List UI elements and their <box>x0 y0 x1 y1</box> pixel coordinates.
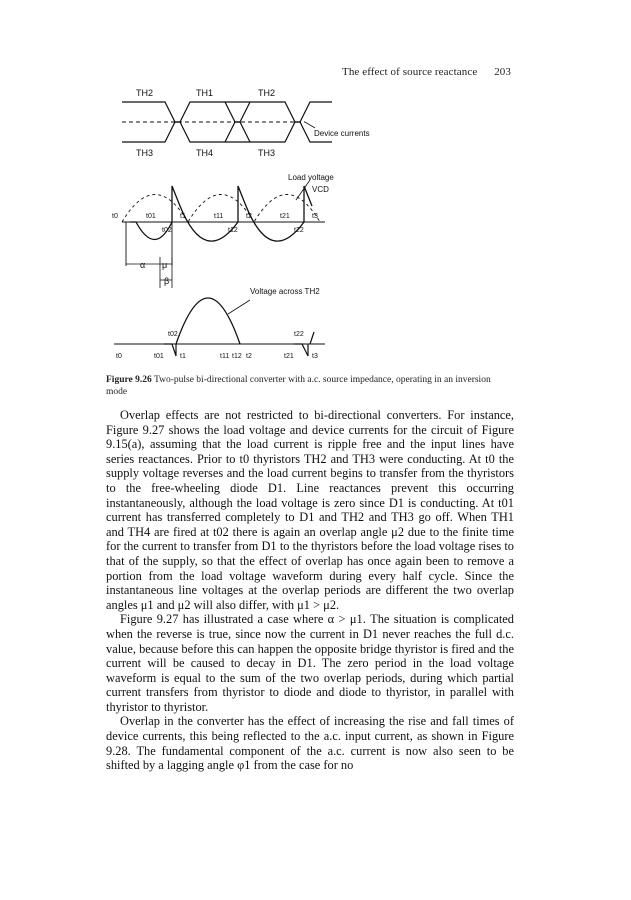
figure-caption <box>106 374 514 398</box>
bottom-time-t22: t22 <box>294 331 304 338</box>
time-label-t22: t22 <box>294 227 304 234</box>
device-label-top-3: TH2 <box>258 88 276 98</box>
device-label-bottom-3: TH3 <box>258 148 276 158</box>
angle-label-alpha: α <box>140 260 146 270</box>
device-label-bottom-1: TH3 <box>136 148 154 158</box>
device-label-bottom-2: TH4 <box>196 148 214 158</box>
time-label-t1: t1 <box>180 213 186 220</box>
bottom-time-t1: t1 <box>180 353 186 360</box>
paragraph-1: Overlap effects are not restricted to bi-directional converters. For instance, Figure 9.27 shows the load voltage and device currents for the circuit of Figure 9.15(a), assuming that the load current is ripple free and the input lines have series reactances. Prior to t0 thyristors TH2 and TH3 were conducting. At t0 the supply voltage reverses and the load current begins to transfer from the thyristors to the free-wheeling diode D1. Line reactances prevent this occurring instantaneously, although the load voltage is zero since D1 is conducting. At t01 current has transferred completely to D1 and TH2 and TH3 go off. When TH1 and TH4 are fired at t02 there is again an overlap angle μ2 due to the finite time for the current to transfer from D1 to the thyristors before the load voltage rises to that of the supply, so that the effect of overlap has once again been to remove a portion from the load voltage waveform during every half cycle. Since the instantaneous line voltages at the overlap periods are different the two overlap angles μ1 and μ2 will also differ, with μ1 > μ2. <box>106 408 514 612</box>
waveform-figure <box>100 82 520 382</box>
vcd-label: VCD <box>312 185 329 194</box>
angle-label-mu: μ <box>162 260 168 270</box>
page-number: 203 <box>494 66 511 78</box>
load-voltage-label: Load voltage <box>288 173 334 182</box>
time-label-t2: t2 <box>246 213 252 220</box>
caption-label: Figure 9.26 <box>106 375 152 385</box>
time-label-t12: t12 <box>228 227 238 234</box>
time-label-t21: t21 <box>280 213 290 220</box>
bottom-time-t01: t01 <box>154 353 164 360</box>
device-label-top-1: TH2 <box>136 88 154 98</box>
time-label-t02: t02 <box>162 227 172 234</box>
running-title: The effect of source reactance <box>342 66 478 78</box>
device-currents-label: Device currents <box>314 129 370 138</box>
paragraph-2: Figure 9.27 has illustrated a case where α > μ1. The situation is complicated when the reverse is true, since now the current in D1 never reaches the full d.c. value, because before this can happen the opposite bridge thyristor is fired and the current will be caused to decay in D1. The zero period in the load voltage waveform is equal to the sum of the two overlap periods, during which partial current transfers from thyristor to diode and diode to thyristor, in parallel with thyristor to thyristor. <box>106 612 514 714</box>
running-header <box>342 66 511 78</box>
bottom-time-t2: t2 <box>246 353 252 360</box>
bottom-time-t02: t02 <box>168 331 178 338</box>
device-currents-plot <box>122 102 332 142</box>
bottom-time-t12: t12 <box>232 353 242 360</box>
bottom-time-t21: t21 <box>284 353 294 360</box>
bottom-time-t0: t0 <box>116 353 122 360</box>
bottom-time-t3: t3 <box>312 353 318 360</box>
voltage-across-label: Voltage across TH2 <box>250 287 320 296</box>
time-label-t11: t11 <box>214 213 224 220</box>
device-label-top-2: TH1 <box>196 88 214 98</box>
time-label-t0: t0 <box>112 213 118 220</box>
caption-text: Two-pulse bi-directional converter with a.c. source impedance, operating in an inversion mode <box>106 375 491 397</box>
angle-label-beta: β <box>164 276 170 286</box>
bottom-time-t11: t11 <box>220 353 230 360</box>
paragraph-3: Overlap in the converter has the effect of increasing the rise and fall times of device currents, this being reflected to the a.c. input current, as shown in Figure 9.28. The fundamental component of the a.c. current is now also seen to be shifted by a lagging angle φ1 from the case for no <box>106 714 514 773</box>
time-label-t3: t3 <box>312 213 318 220</box>
time-label-t01: t01 <box>146 213 156 220</box>
load-voltage-plot <box>122 186 325 288</box>
thyristor-voltage-plot <box>114 298 325 356</box>
body-text <box>106 408 514 773</box>
